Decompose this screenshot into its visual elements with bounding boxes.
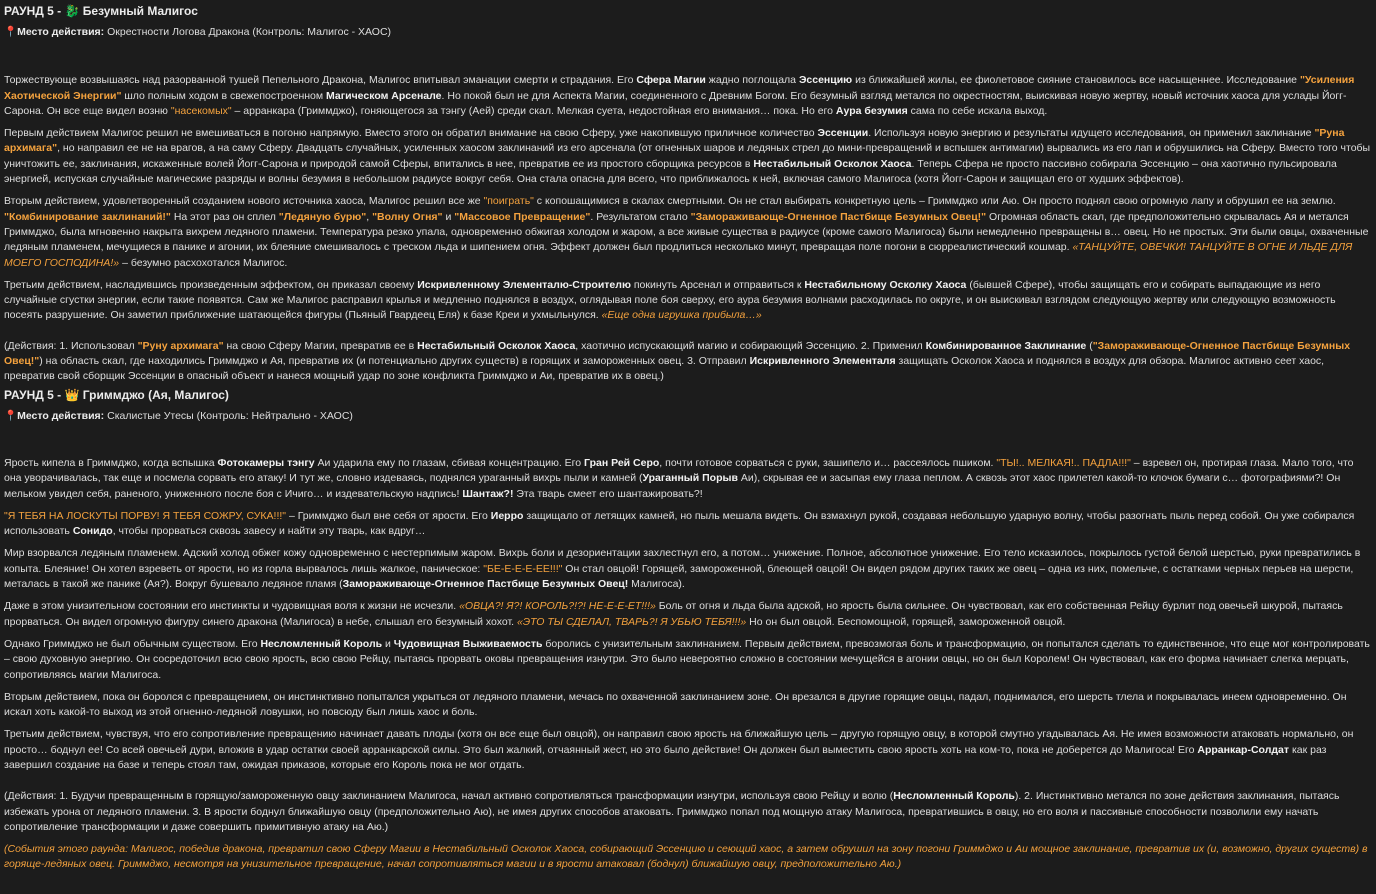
highlight-text: «Еще одна игрушка прибыла…» <box>601 309 762 322</box>
body-text: Первым действием Малигос решил не вмешиваться в погоню напрямую. Вместо этого он обратил внимание на свою Сферу, уже накопившую приличное количество <box>4 127 818 140</box>
paragraph <box>4 509 1372 540</box>
body-text: ). 2. Инстинктивно метался по зоне действия заклинания, пытаясь избежать урона от ледяного пламени. 3. В ярости боднул ближайшую овцу (предположительно Аю), не имея других способов атаковать. Гриммджо попал под мощную атаку Малигоса, превратившись в овцу, но его воля и пассивные способности позволили ему начать сопротивление трансформации и даже совершить примитивную атаку на Аю.) <box>4 790 1340 833</box>
body-text: Ярость кипела в Гриммджо, когда вспышка <box>4 456 218 469</box>
paragraph <box>4 126 1372 187</box>
paragraph <box>4 73 1372 119</box>
paragraph <box>4 690 1372 721</box>
location-label: Место действия: <box>17 26 105 38</box>
body-text: , хаотично испускающий магию и собирающий Эссенцию. 2. Применил <box>575 339 926 352</box>
highlight-text: «ТАНЦУЙТЕ, ОВЕЧКИ! ТАНЦУЙТЕ В ОГНЕ И ЛЬДЕ ДЛЯ МОЕГО ГОСПОДИНА!» <box>4 241 1353 269</box>
player-name: Гриммджо (Ая, Малигос) <box>79 387 229 402</box>
body-text: Мир взорвался ледяным пламенем. Адский холод обжег кожу одновременно с нестерпимым жаром. Вихрь боли и дезориентации захлестнул его, а потом… унижение. Полное, абсолютное унижение. Его тело исказилось, покрылось густой белой шерстью, руки превратились в копыта. Блеяние! Он хотел взреветь от ярости, но из горла вырвалось лишь жалкое, паническое: <box>4 547 1361 575</box>
body-text: Огромная область скал, где предположительно скрывалась Ая и метался Гриммджо, была мгновенно накрыта вихрем ледяного пламени. Температура резко упала, одновременно обжигая холодом и жаром, а все живые существа в радиусе (кроме самого Малигоса) были немедленно превращены в… овец. Но не простых. Эти были овцы, охваченные ледяным пламенем, мечущиеся в панике и агонии, их блеяние смешивалось с треском льда и шипением огня. Эффект должен был продлиться несколько минут, превращая поле погони в сюрреалистический кошмар. <box>4 210 1369 254</box>
highlight-text: (События этого раунда: Малигос, победив дракона, превратил свою Сферу Магии в Нестабильный Осколок Хаоса, собирающий Эссенцию и сеющий хаос, а затем обрушил на зону погони Гриммджо и Аи мощное заклинание, превратив их (и, возможно, других существ) в горяще-ледяных овец. Гриммджо, несмотря на унизительное превращение, начал сопротивляться магии и в ярости атаковал (боднул) ближайшую овцу, предположительно Аю.) <box>4 843 1368 871</box>
body-text: . Но покой был не для Аспекта Магии, соединенного с Древним Богом. Его безумный взгляд метался по окрестностям, выискивая новую жертву, новый источник хаоса для услады Йогг-Сарона. Он все еще видел возню <box>4 89 1347 117</box>
paragraph <box>4 278 1372 324</box>
paragraph <box>4 546 1372 592</box>
highlight-text: Арранкар-Солдат <box>1197 743 1290 756</box>
highlight-text: Магическом Арсенале <box>326 89 442 102</box>
highlight-text: "БЕ-Е-Е-Е-ЕЕ!!!" <box>483 562 563 575</box>
body-text: защищать Осколок Хаоса и поднялся в воздух для обзора. Малигос активно сеет хаос, превратив свой сборщик Эссенции в опасный объект и нанеся мощный удар по зоне конфликта Гриммджо и Аи, превратив их в овец.) <box>4 355 1325 383</box>
highlight-text: Фотокамеры тэнгу <box>217 456 315 469</box>
highlight-text: "Волну Огня" <box>372 210 443 223</box>
highlight-text: Эссенции <box>817 127 869 140</box>
body-text: Даже в этом унизительном состоянии его инстинкты и чудовищная воля к жизни не исчезли. <box>4 600 460 613</box>
highlight-text: "Массовое Превращение" <box>454 210 591 223</box>
highlight-text: "Усиления Хаотической Энергии" <box>4 74 1355 102</box>
body-text: . Теперь Сфера не просто пассивно собирала Эссенцию – она хаотично пульсировала энергией, испуская случайные магические разряды и волны безумия в небольшом радиусе вокруг себя. Она стала опасна для всего, что приближалось к ней, включая самого Малигоса (хотя Йогг-Сарон и защищал его от худших эффектов). <box>4 157 1337 186</box>
body-text: Аи), скрывая ее и засыпая ему глаза пеплом. А сквозь этот хаос прилетел какой-то клочок бумаги с… фотографиями?! Он мельком увидел себя, раненого, униженного после боя с Ичиго… и издевательскую надпись! <box>4 472 1341 500</box>
body-text: Эта тварь смеет его шантажировать?! <box>513 487 703 500</box>
highlight-text: Шантаж?! <box>462 487 514 500</box>
body-text: – Гриммджо был вне себя от ярости. Его <box>286 509 491 522</box>
body-text: Он стал овцой! Горящей, замороженной, блеющей овцой! Он видел рядом других таких же овец – одна из них, помельче, с остатками черных перьев на шерсти, металась в такой же панике (Ая?). Вокруг бушевало ледяное пламя ( <box>4 562 1354 591</box>
highlight-text: "Ледяную бурю" <box>278 210 367 223</box>
paragraph <box>4 456 1372 502</box>
body-text: шло полным ходом в свежепостроенном <box>121 89 327 102</box>
body-text: Третьим действием, чувствуя, что его сопротивление превращению начинает давать плоды (хотя он все еще был овцой), он направил свою ярость на ближайшую цель – другую горящую овцу, в которой смутно угадывалась Ая. Не имея возможности атаковать нормально, он просто… боднул ее! Со всей овечьей дури, вложив в удар остатки своей арранкарской силы. Это был жалкий, отчаянный жест, но это было действие! Он должен был выместить свою ярость хоть на ком-то, пока не доберется до Малигоса! Его <box>4 728 1354 756</box>
body-text: , чтобы прорваться сквозь завесу и найти эту тварь, как вдруг… <box>112 525 426 538</box>
location-line <box>4 409 1372 424</box>
body-text: сама по себе искала выход. <box>907 104 1048 117</box>
body-text: Боль от огня и льда была адской, но ярость была сильнее. Он чувствовал, как его собственная Рейцу бурлит под овечьей шкурой, пытаясь прорваться. Он видел огромную фигуру синего дракона (Малигоса) в небе, слышал его безумный хохот. <box>4 600 1343 628</box>
body-text: Но он был овцой. Беспомощной, горящей, замороженной овцой. <box>746 615 1066 628</box>
body-text: (бывшей Сфере), чтобы защищать его и собирать выпадающие из него случайные сгустки энергии, если такие появятся. Сам же Малигос расправил крылья и медленно поднялся в воздух, оглядывая поле боя сверху, его аура безумия волнами расходилась по округе, и он выискивал взглядом следующую жертву или следующую возможность посеять разрушение. Он заметил приближение шатающейся фигуры (Пьяный Гвардеец Еля) к базе Креи и ухмыльнулся. <box>4 278 1336 322</box>
paragraph <box>4 599 1372 630</box>
body-text: защищало от летящих камней, но пыль мешала видеть. Он взмахнул рукой, создавая небольшую ударную волну, чтобы разогнать пыль перед собой. Он уже собирался использовать <box>4 509 1355 538</box>
body-text: – безумно расхохотался Малигос. <box>119 256 288 269</box>
body-text: с копошащимися в скалах смертными. Он не стал выбирать конкретную цель – Гриммджо или Аю. Он просто поднял свою огромную лапу и обрушил ее на землю. <box>533 195 1336 208</box>
body-text: на свою Сферу Магии, превратив ее в <box>223 339 418 352</box>
body-text: Однако Гриммджо не был обычным существом. Его <box>4 637 261 650</box>
body-text: Малигоса). <box>628 578 685 591</box>
highlight-text: "насекомых" <box>170 104 232 117</box>
highlight-text: Гран Рей Серо <box>584 456 660 469</box>
body-text: . Используя новую энергию и результаты идущего исследования, он применил заклинание <box>868 127 1315 140</box>
highlight-text: "Руна архимага" <box>4 127 1345 155</box>
body-text: (Действия: 1. Будучи превращенным в горящую/замороженную овцу заклинанием Малигоса, начал активно сопротивляться трансформации изнутри, используя свою Рейцу и волю ( <box>4 790 894 803</box>
highlight-text: "Руну архимага" <box>137 339 224 352</box>
body-text: и <box>382 637 394 650</box>
highlight-text: Аура безумия <box>835 104 908 117</box>
highlight-text: "Комбинирование заклинаний!" <box>4 210 171 223</box>
body-text: Вторым действием, удовлетворенный созданием нового источника хаоса, Малигос решил все же <box>4 195 484 208</box>
body-text: Торжествующе возвышаясь над разорванной тушей Пепельного Дракона, Малигос впитывал эманации смерти и страдания. Его <box>4 74 637 87</box>
body-text: и <box>442 210 455 223</box>
pin-icon: 📍 <box>4 26 18 38</box>
highlight-text: Эссенцию <box>798 74 853 87</box>
highlight-text: Искривленному Элементалю-Строителю <box>417 278 631 291</box>
highlight-text: "поиграть" <box>483 195 534 208</box>
body-text: Вторым действием, пока он боролся с превращением, он инстинктивно попытался укрыться от ледяного пламени, мечась по охваченной заклинанием зоне. Он врезался в другие горящие овцы, падал, поднимался, его шерсть тлела и покрывалась инеем одновременно. Он искал хоть какой-то выход из этой огненно-ледяной ловушки, но повсюду был лишь хаос и боль. <box>4 690 1347 719</box>
body-text: жадно поглощала <box>705 74 799 87</box>
body-text: боролись с унизительным заклинанием. Первым действием, превозмогая боль и трансформацию, он попытался сделать то единственное, что еще мог контролировать – свою духовную энергию. Он сосредоточил всю свою ярость, всю свою Рейцу, пытаясь прорвать оковы превращения изнутри. Это было невероятно сложно в состоянии мечущейся в агонии овцы, но он был Королем! Он чувствовал, как его форма начинает слегка мерцать, сопротивляясь магии Малигоса. <box>4 637 1370 681</box>
body-text: , <box>366 210 373 223</box>
highlight-text: Несломленный Король <box>260 637 383 650</box>
highlight-text: "Замораживающе-Огненное Пастбище Безумных Овец!" <box>690 210 987 223</box>
body-text: ) на область скал, где находились Гриммджо и Ая, превратив их (и потенциально других существ) в горящих и замороженных овец. 3. Отправил <box>39 355 750 368</box>
body-text: Аи ударила ему по глазам, сбивая концентрацию. Его <box>314 456 585 469</box>
body-text: . Результатом стало <box>590 210 691 223</box>
paragraph <box>4 194 1372 270</box>
body-text: На этот раз он сплел <box>170 210 279 223</box>
location-text: Окрестности Логова Дракона (Контроль: Малигос - ХАОС) <box>104 26 392 38</box>
body-text: (Действия: 1. Использовал <box>4 339 138 352</box>
highlight-text: Нестабильный Осколок Хаоса <box>753 157 912 170</box>
highlight-text: Ураганный Порыв <box>642 472 738 485</box>
highlight-text: Нестабильный Осколок Хаоса <box>417 339 576 352</box>
round-title-grimmjow <box>4 387 1372 404</box>
location-label: Место действия: <box>17 409 105 422</box>
highlight-text: Иерро <box>490 509 524 522</box>
crown-icon: 👑 <box>64 387 80 402</box>
body-text: из ближайшей жилы, ее фиолетовое сияние становилось все насыщеннее. Исследование <box>852 74 1300 87</box>
actions-summary <box>4 339 1372 385</box>
highlight-text: Комбинированное Заклинание <box>925 339 1087 352</box>
body-text: – взревел он, протирая глаза. Мало того, что она уворачивалась, так еще и посмела сорвать его атаку! И тут же, словно издеваясь, поднялся ураганный вихрь пыли и камней ( <box>4 456 1354 485</box>
player-name: Безумный Малигос <box>79 4 198 18</box>
body-text: , но направил ее не на врагов, а на саму Сферу. Двадцать случайных, усиленных хаосом заклинаний из его арсенала (от огненных шаров и ледяных стрел до мини-превращений и вспышек антимагии) вырвались из его лап и обрушились на Сферу. Вместо того чтобы уничтожить ее, заклинания, искаженные волей Йогг-Сарона и природой самой Сферы, впитались в нее, превратив ее из простого сборщика ресурсов в <box>4 142 1371 170</box>
round-title-maligos <box>4 3 1372 20</box>
pin-icon: 📍 <box>4 409 18 422</box>
highlight-text: "ТЫ!.. МЕЛКАЯ!.. ПАДЛА!!!" <box>996 456 1131 469</box>
round-label: РАУНД 5 - <box>4 4 65 18</box>
highlight-text: "Я ТЕБЯ НА ЛОСКУТЫ ПОРВУ! Я ТЕБЯ СОЖРУ, СУКА!!!" <box>4 509 287 522</box>
highlight-text: Чудовищная Выживаемость <box>393 637 543 650</box>
body-text: покинуть Арсенал и отправиться к <box>630 278 805 291</box>
location-line <box>4 25 1372 40</box>
highlight-text: «ЭТО ТЫ СДЕЛАЛ, ТВАРЬ?! Я УБЬЮ ТЕБЯ!!!» <box>517 615 747 628</box>
round-label: РАУНД 5 - <box>4 387 65 402</box>
highlight-text: Сфера Магии <box>636 74 706 87</box>
body-text: – арранкара (Гриммджо), гоняющегося за тэнгу (Аей) среди скал. Мелкая суета, недостойная его внимания… пока. Но его <box>231 104 836 117</box>
highlight-text: "Замораживающе-Огненное Пастбище Безумных Овец!" <box>4 339 1351 368</box>
body-text: ( <box>1086 339 1093 352</box>
highlight-text: Сонидо <box>72 525 113 538</box>
body-text: Третьим действием, насладившись произведенным эффектом, он приказал своему <box>4 278 418 291</box>
highlight-text: Замораживающе-Огненное Пастбище Безумных Овец! <box>342 578 629 591</box>
highlight-text: Искривленного Элементаля <box>749 355 896 368</box>
paragraph <box>4 637 1372 683</box>
paragraph <box>4 727 1372 773</box>
body-text: как раз завершил создание на базе и теперь стоял там, ожидая приказов, которые его Король пока не мог отдать. <box>4 743 1327 771</box>
highlight-text: Нестабильному Осколку Хаоса <box>804 278 967 291</box>
location-text: Скалистые Утесы (Контроль: Нейтрально - ХАОС) <box>104 409 353 422</box>
dragon-icon: 🐉 <box>64 4 80 18</box>
round-events-summary <box>4 842 1372 873</box>
highlight-text: «ОВЦА?! Я?! КОРОЛЬ?!?! НЕ-Е-Е-ЕТ!!!» <box>459 600 656 613</box>
actions-summary <box>4 789 1372 835</box>
body-text: , почти готовое сорваться с руки, зашипело и… рассеялось пшиком. <box>659 456 997 469</box>
highlight-text: Несломленный Король <box>893 790 1015 803</box>
